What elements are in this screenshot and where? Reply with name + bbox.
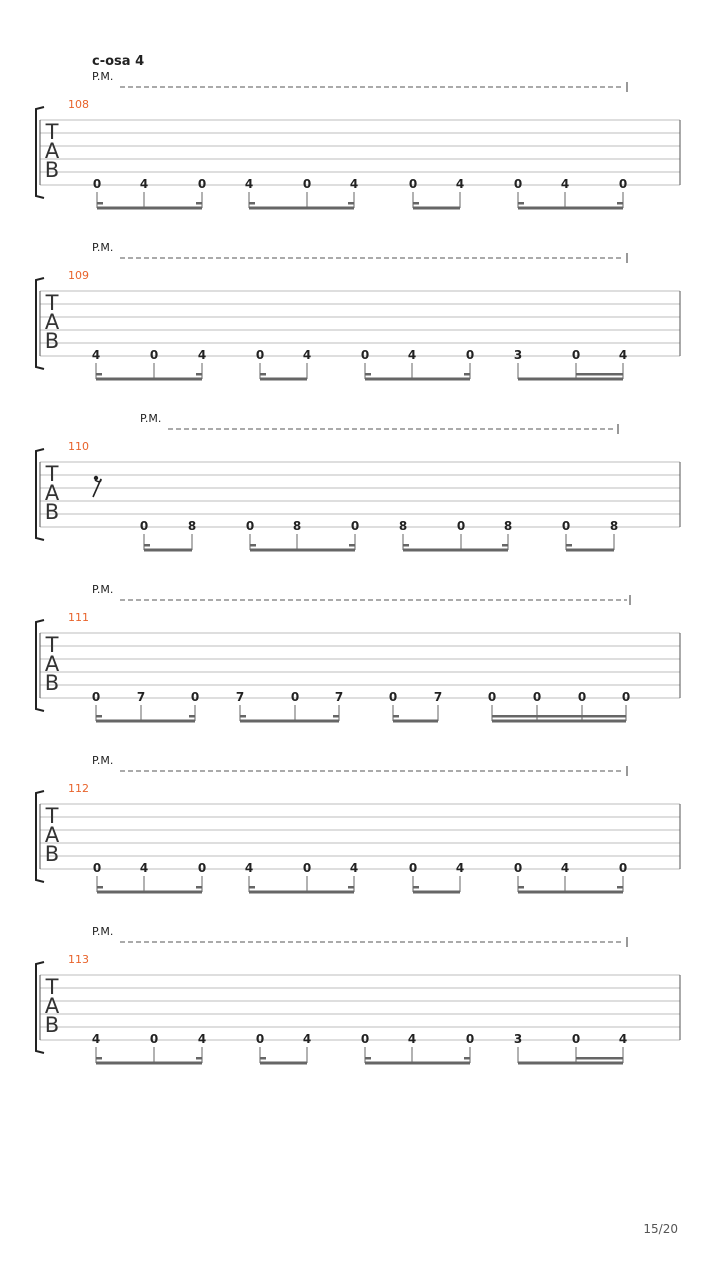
fret-number: 4 [455,861,465,875]
beam-hook [518,202,524,205]
fret-number: 4 [407,348,417,362]
beam-hook [464,1057,470,1060]
beam [97,207,202,210]
beam-hook [96,1057,102,1060]
beam-hook [96,373,102,376]
beam-hook [617,202,623,205]
beam-hook [260,373,266,376]
palm-mute-label: P.M. [92,70,114,83]
palm-mute-label: P.M. [92,583,114,596]
beam [518,378,623,381]
fret-number: 0 [618,177,628,191]
beam-hook [617,886,623,889]
tab-clef-letter: T [45,291,59,315]
beam-hook [196,373,202,376]
beam-hook [96,715,102,718]
measure-number: 110 [68,440,89,453]
beam-hook [464,373,470,376]
beam-hook [502,544,508,547]
fret-number: 0 [408,177,418,191]
fret-number: 0 [621,690,631,704]
fret-number: 0 [513,177,523,191]
fret-number: 3 [513,348,523,362]
beam [249,207,354,210]
beam-secondary [576,373,623,376]
beam [97,891,202,894]
fret-number: 7 [136,690,146,704]
beam-hook [403,544,409,547]
fret-number: 0 [92,177,102,191]
measure-number: 109 [68,269,89,282]
fret-number: 0 [408,861,418,875]
beam-hook [144,544,150,547]
measure-number: 111 [68,611,89,624]
fret-number: 0 [149,348,159,362]
tab-clef-letter: T [45,804,59,828]
tab-clef-letter: A [44,652,60,676]
fret-number: 0 [190,690,200,704]
fret-number: 0 [456,519,466,533]
beam-hook [249,886,255,889]
beam [260,378,307,381]
beam-hook [189,715,195,718]
fret-number: 0 [245,519,255,533]
fret-number: 0 [561,519,571,533]
fret-number: 0 [571,348,581,362]
fret-number: 4 [244,861,254,875]
tab-clef-letter: B [44,158,60,182]
fret-number: 0 [360,348,370,362]
beam [413,207,460,210]
beam-hook [260,1057,266,1060]
beam-hook [250,544,256,547]
fret-number: 0 [302,861,312,875]
beam [240,720,339,723]
fret-number: 0 [487,690,497,704]
fret-number: 0 [197,177,207,191]
fret-number: 0 [350,519,360,533]
fret-number: 0 [571,1032,581,1046]
beam-hook [240,715,246,718]
fret-number: 8 [609,519,619,533]
fret-number: 4 [91,348,101,362]
tab-clef-letter: A [44,994,60,1018]
fret-number: 4 [560,861,570,875]
fret-number: 0 [577,690,587,704]
measure-number: 108 [68,98,89,111]
tab-system [36,925,680,1065]
palm-mute-label: P.M. [140,412,162,425]
fret-number: 0 [465,348,475,362]
fret-number: 8 [398,519,408,533]
fret-number: 0 [149,1032,159,1046]
tab-clef-letter: B [44,842,60,866]
beam-secondary [576,1057,623,1060]
beam [413,891,460,894]
beam-hook [249,202,255,205]
fret-number: 4 [244,177,254,191]
beam [260,1062,307,1065]
fret-number: 3 [513,1032,523,1046]
beam-hook [333,715,339,718]
fret-number: 0 [290,690,300,704]
beam-hook [348,886,354,889]
measure-number: 112 [68,782,89,795]
fret-number: 0 [360,1032,370,1046]
beam-hook [566,544,572,547]
section-title: c-osa 4 [92,54,145,69]
tab-clef-letter: A [44,310,60,334]
beam-hook [97,202,103,205]
measure-number: 113 [68,953,89,966]
palm-mute-label: P.M. [92,241,114,254]
beam-secondary [492,715,626,718]
fret-number: 0 [255,1032,265,1046]
beam-hook [365,1057,371,1060]
fret-number: 4 [349,177,359,191]
tab-clef-letter: B [44,671,60,695]
beam-hook [518,886,524,889]
fret-number: 4 [197,348,207,362]
beam-hook [365,373,371,376]
page-number: 15/20 [643,1222,678,1236]
beam [492,720,626,723]
fret-number: 8 [292,519,302,533]
beam [96,378,202,381]
tab-clef-letter: A [44,139,60,163]
beam [518,207,623,210]
beam-hook [413,202,419,205]
fret-number: 7 [334,690,344,704]
fret-number: 4 [455,177,465,191]
fret-number: 4 [349,861,359,875]
fret-number: 0 [302,177,312,191]
beam [365,1062,470,1065]
tab-clef-letter: T [45,120,59,144]
beam-hook [196,886,202,889]
fret-number: 4 [139,177,149,191]
beam [365,378,470,381]
beam [96,720,195,723]
tab-clef-letter: A [44,481,60,505]
fret-number: 0 [513,861,523,875]
fret-number: 4 [139,861,149,875]
beam-hook [196,202,202,205]
tab-system [36,583,680,723]
tab-system [36,754,680,894]
fret-number: 0 [618,861,628,875]
fret-number: 0 [388,690,398,704]
fret-number: 0 [92,861,102,875]
tab-clef-letter: B [44,500,60,524]
palm-mute-label: P.M. [92,754,114,767]
beam-hook [97,886,103,889]
tab-clef-letter: T [45,633,59,657]
fret-number: 4 [560,177,570,191]
fret-number: 0 [197,861,207,875]
beam [250,549,355,552]
fret-number: 0 [465,1032,475,1046]
tab-clef-letter: T [45,462,59,486]
fret-number: 4 [302,348,312,362]
fret-number: 8 [187,519,197,533]
beam-hook [348,202,354,205]
tab-clef-letter: A [44,823,60,847]
fret-number: 7 [235,690,245,704]
beam [249,891,354,894]
tab-clef-letter: B [44,1013,60,1037]
beam-hook [413,886,419,889]
fret-number: 8 [503,519,513,533]
fret-number: 4 [407,1032,417,1046]
fret-number: 4 [618,1032,628,1046]
tab-system [36,70,680,210]
beam-hook [393,715,399,718]
fret-number: 0 [139,519,149,533]
palm-mute-label: P.M. [92,925,114,938]
fret-number: 0 [532,690,542,704]
fret-number: 4 [91,1032,101,1046]
beam-hook [349,544,355,547]
tab-clef-letter: B [44,329,60,353]
beam [518,891,623,894]
beam [96,1062,202,1065]
tab-system [36,241,680,381]
tab-system [36,412,680,552]
fret-number: 4 [197,1032,207,1046]
beam [566,549,614,552]
beam [144,549,192,552]
beam [518,1062,623,1065]
tab-clef-letter: T [45,975,59,999]
fret-number: 0 [91,690,101,704]
rest-dot [94,476,98,480]
fret-number: 0 [255,348,265,362]
fret-number: 7 [433,690,443,704]
fret-number: 4 [302,1032,312,1046]
beam [403,549,508,552]
beam [393,720,438,723]
fret-number: 4 [618,348,628,362]
beam-hook [196,1057,202,1060]
